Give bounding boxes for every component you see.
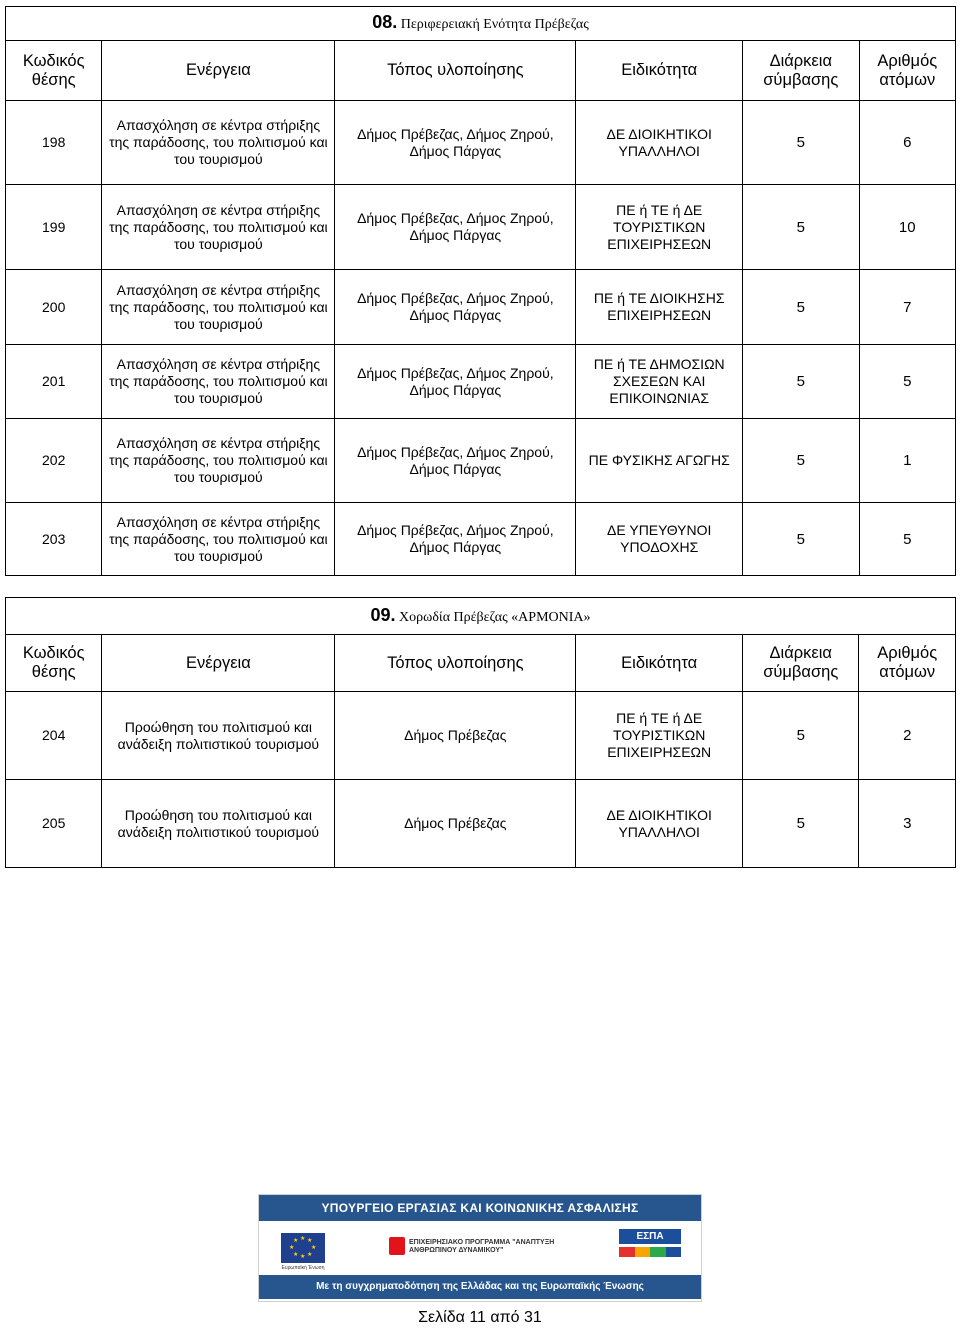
ministry-label: ΥΠΟΥΡΓΕΙΟ ΕΡΓΑΣΙΑΣ ΚΑΙ ΚΟΙΝΩΝΙΚΗΣ ΑΣΦΑΛΙΣΗΣ	[259, 1195, 701, 1221]
header-duration: Διάρκεια σύμβασης	[743, 635, 859, 692]
programme-logo-icon	[389, 1237, 405, 1255]
cell-duration: 5	[743, 780, 859, 868]
cell-specialty: ΠΕ ή ΤΕ ή ΔΕ ΤΟΥΡΙΣΤΙΚΩΝ ΕΠΙΧΕΙΡΗΣΕΩΝ	[576, 692, 743, 780]
table-row	[6, 185, 956, 270]
cell-place: Δήμος Πρέβεζας	[335, 692, 576, 780]
header-place: Τόπος υλοποίησης	[335, 41, 576, 101]
cell-place: Δήμος Πρέβεζας, Δήμος Ζηρού, Δήμος Πάργας	[335, 185, 576, 270]
header-persons: Αριθμός ατόμων	[859, 635, 956, 692]
cell-specialty: ΔΕ ΔΙΟΙΚΗΤΙΚΟΙ ΥΠΑΛΛΗΛΟΙ	[576, 101, 743, 185]
cell-duration: 5	[743, 345, 859, 419]
cell-activity: Απασχόληση σε κέντρα στήριξης της παράδοσης, του πολιτισμού και του τουρισμού	[102, 270, 335, 345]
cell-persons: 10	[859, 185, 955, 270]
header-code: Κωδικός θέσης	[6, 41, 102, 101]
cell-duration: 5	[743, 270, 859, 345]
cell-activity: Απασχόληση σε κέντρα στήριξης της παράδοσης, του πολιτισμού και του τουρισμού	[102, 101, 335, 185]
table-row	[6, 101, 956, 185]
cell-duration: 5	[743, 692, 859, 780]
cell-duration: 5	[743, 419, 859, 503]
eu-caption: Ευρωπαϊκή Ένωση	[281, 1265, 325, 1271]
header-code: Κωδικός θέσης	[6, 635, 102, 692]
header-place: Τόπος υλοποίησης	[335, 635, 576, 692]
header-persons: Αριθμός ατόμων	[859, 41, 955, 101]
cell-persons: 6	[859, 101, 955, 185]
cell-code: 202	[6, 419, 102, 503]
cell-specialty: ΠΕ ή ΤΕ ή ΔΕ ΤΟΥΡΙΣΤΙΚΩΝ ΕΠΙΧΕΙΡΗΣΕΩΝ	[576, 185, 743, 270]
cell-specialty: ΠΕ ή ΤΕ ΔΗΜΟΣΙΩΝ ΣΧΕΣΕΩΝ ΚΑΙ ΕΠΙΚΟΙΝΩΝΙΑΣ	[576, 345, 743, 419]
section-title: 08. Περιφερειακή Ενότητα Πρέβεζας	[6, 7, 956, 41]
cell-code: 204	[6, 692, 102, 780]
cell-persons: 1	[859, 419, 955, 503]
cell-code: 203	[6, 503, 102, 576]
eu-flag-icon: ★ ★ ★ ★ ★ ★ ★ ★	[281, 1233, 325, 1263]
cell-duration: 5	[743, 503, 859, 576]
cell-specialty: ΔΕ ΥΠΕΥΘΥΝΟΙ ΥΠΟΔΟΧΗΣ	[576, 503, 743, 576]
cell-activity: Απασχόληση σε κέντρα στήριξης της παράδοσης, του πολιτισμού και του τουρισμού	[102, 419, 335, 503]
cell-place: Δήμος Πρέβεζας, Δήμος Ζηρού, Δήμος Πάργας	[335, 101, 576, 185]
cell-specialty: ΠΕ ή ΤΕ ΔΙΟΙΚΗΣΗΣ ΕΠΙΧΕΙΡΗΣΕΩΝ	[576, 270, 743, 345]
cell-place: Δήμος Πρέβεζας, Δήμος Ζηρού, Δήμος Πάργας	[335, 419, 576, 503]
cofunding-banner	[258, 1194, 702, 1302]
cell-duration: 5	[743, 185, 859, 270]
cell-place: Δήμος Πρέβεζας, Δήμος Ζηρού, Δήμος Πάργας	[335, 345, 576, 419]
cell-persons: 2	[859, 692, 956, 780]
cell-duration: 5	[743, 101, 859, 185]
cell-code: 201	[6, 345, 102, 419]
header-duration: Διάρκεια σύμβασης	[743, 41, 859, 101]
table-row	[6, 503, 956, 576]
section-title: 09. Χορωδία Πρέβεζας «ΑΡΜΟΝΙΑ»	[6, 598, 956, 635]
table-row	[6, 692, 956, 780]
cell-persons: 7	[859, 270, 955, 345]
espa-logo	[619, 1229, 681, 1269]
cofinance-label: Με τη συγχρηματοδότηση της Ελλάδας και της Ευρωπαϊκής Ένωσης	[259, 1275, 701, 1299]
programme-label: ΕΠΙΧΕΙΡΗΣΙΑΚΟ ΠΡΟΓΡΑΜΜΑ "ΑΝΑΠΤΥΞΗ ΑΝΘΡΩΠΙΝΟΥ ΔΥΝΑΜΙΚΟΥ"	[409, 1239, 555, 1254]
cell-place: Δήμος Πρέβεζας, Δήμος Ζηρού, Δήμος Πάργας	[335, 503, 576, 576]
table-row	[6, 270, 956, 345]
positions-table-armonia	[5, 597, 956, 868]
espa-label: ΕΣΠΑ	[619, 1229, 681, 1244]
cell-code: 200	[6, 270, 102, 345]
cell-activity: Απασχόληση σε κέντρα στήριξης της παράδοσης, του πολιτισμού και του τουρισμού	[102, 185, 335, 270]
cell-persons: 3	[859, 780, 956, 868]
cell-code: 205	[6, 780, 102, 868]
table-row	[6, 345, 956, 419]
cell-activity: Προώθηση του πολιτισμού και ανάδειξη πολιτιστικού τουρισμού	[102, 692, 335, 780]
cell-place: Δήμος Πρέβεζας, Δήμος Ζηρού, Δήμος Πάργας	[335, 270, 576, 345]
page-number: Σελίδα 11 από 31	[418, 1309, 542, 1326]
header-specialty: Ειδικότητα	[576, 41, 743, 101]
cell-code: 199	[6, 185, 102, 270]
cell-specialty: ΠΕ ΦΥΣΙΚΗΣ ΑΓΩΓΗΣ	[576, 419, 743, 503]
cell-specialty: ΔΕ ΔΙΟΙΚΗΤΙΚΟΙ ΥΠΑΛΛΗΛΟΙ	[576, 780, 743, 868]
cell-persons: 5	[859, 345, 955, 419]
table-row	[6, 419, 956, 503]
table-row	[6, 780, 956, 868]
cell-code: 198	[6, 101, 102, 185]
header-activity: Ενέργεια	[102, 41, 335, 101]
cell-activity: Προώθηση του πολιτισμού και ανάδειξη πολιτιστικού τουρισμού	[102, 780, 335, 868]
header-activity: Ενέργεια	[102, 635, 335, 692]
header-specialty: Ειδικότητα	[576, 635, 743, 692]
positions-table-preveza	[5, 6, 956, 576]
cell-activity: Απασχόληση σε κέντρα στήριξης της παράδοσης, του πολιτισμού και του τουρισμού	[102, 503, 335, 576]
espa-stripes-icon	[619, 1247, 681, 1257]
cell-place: Δήμος Πρέβεζας	[335, 780, 576, 868]
cell-persons: 5	[859, 503, 955, 576]
cell-activity: Απασχόληση σε κέντρα στήριξης της παράδοσης, του πολιτισμού και του τουρισμού	[102, 345, 335, 419]
